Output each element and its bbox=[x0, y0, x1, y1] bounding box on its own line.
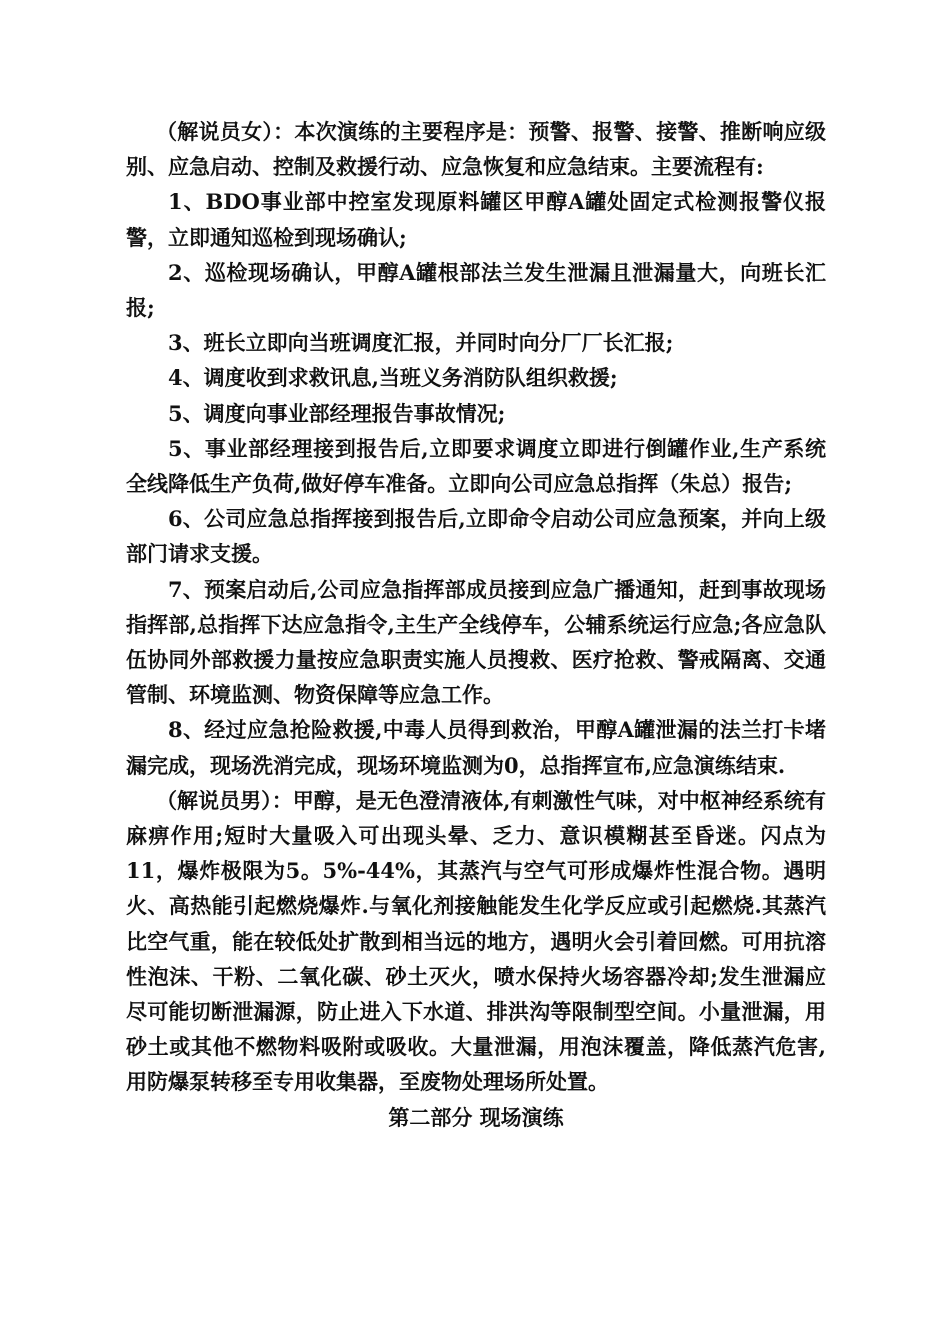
paragraph-step-5b: 5、事业部经理接到报告后,立即要求调度立即进行倒罐作业,生产系统全线降低生产负荷,做好停车准备。立即向公司应急总指挥（朱总）报告; bbox=[126, 435, 826, 497]
paragraph-step-6: 6、公司应急总指挥接到报告后,立即命令启动公司应急预案，并向上级部门请求支援。 bbox=[126, 506, 826, 567]
paragraph-step-3: 3、班长立即向当班调度汇报，并同时向分厂厂长汇报; bbox=[168, 330, 674, 356]
paragraph-step-2: 2、巡检现场确认，甲醇A罐根部法兰发生泄漏且泄漏量大，向班长汇报; bbox=[126, 259, 826, 321]
paragraph-step-4: 4、调度收到求救讯息,当班义务消防队组织救援; bbox=[168, 365, 618, 391]
paragraph-step-5a: 5、调度向事业部经理报告事故情况; bbox=[168, 400, 506, 426]
section-heading: 第二部分 现场演练 bbox=[388, 1104, 564, 1130]
paragraph-step-1: 1、BDO事业部中控室发现原料罐区甲醇A罐处固定式检测报警仪报警，立即通知巡检到现场确认; bbox=[126, 189, 826, 250]
paragraph-step-7: 7、预案启动后,公司应急指挥部成员接到应急广播通知，赶到事故现场指挥部,总指挥下达应急指令,主生产全线停车，公辅系统运行应急;各应急队伍协同外部救援力量按应急职责实施人员搜救、医疗抢救、警戒隔离、交通管制、环境监测、物资保障等应急工作。 bbox=[126, 576, 826, 708]
document-body bbox=[126, 114, 826, 1135]
paragraph-step-8: 8、经过应急抢险救援,中毒人员得到救治，甲醇A罐泄漏的法兰打卡堵漏完成，现场洗消完成，现场环境监测为0，总指挥宣布,应急演练结束. bbox=[126, 717, 826, 778]
paragraph-intro: （解说员女）：本次演练的主要程序是：预警、报警、接警、推断响应级别、应急启动、控制及救援行动、应急恢复和应急结束。主要流程有: bbox=[126, 119, 826, 180]
paragraph-methanol-narration: （解说员男）：甲醇，是无色澄清液体,有刺激性气味，对中枢神经系统有麻痹作用;短时大量吸入可出现头晕、乏力、意识模糊甚至昏迷。闪点为11，爆炸极限为5。5%-44%，其蒸汽与空气可形成爆炸性混合物。遇明火、高热能引起燃烧爆炸.与氧化剂接触能发生化学反应或引起燃烧.其蒸汽比空气重，能在较低处扩散到相当远的地方，遇明火会引着回燃。可用抗溶性泡沫、干粉、二氧化碳、砂土灭火，喷水保持火场容器冷却;发生泄漏应尽可能切断泄漏源，防止进入下水道、排洪沟等限制型空间。小量泄漏，用砂土或其他不燃物料吸附或吸收。大量泄漏，用泡沫覆盖，降低蒸汽危害,用防爆泵转移至专用收集器，至废物处理场所处置。 bbox=[126, 787, 826, 1095]
